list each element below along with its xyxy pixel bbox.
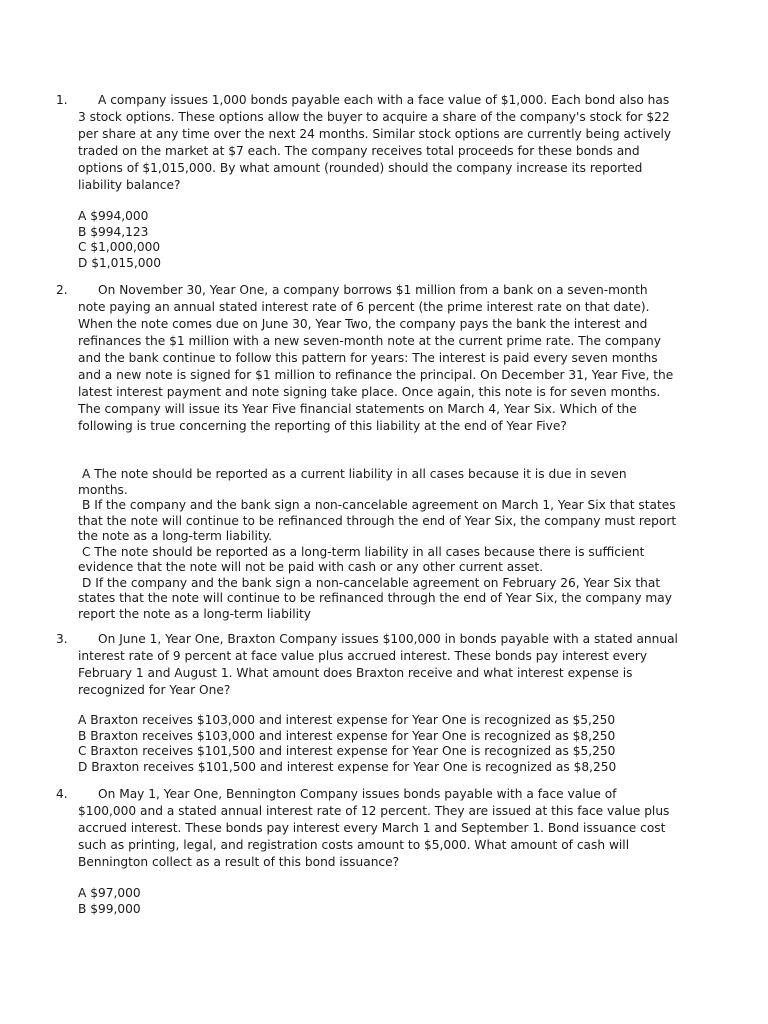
option-b: B $994,123 xyxy=(78,224,149,239)
answer-options-1 xyxy=(78,209,678,271)
answer-options-4 xyxy=(78,886,678,917)
question-number: 2. xyxy=(56,283,68,297)
option-a: A $994,000 xyxy=(78,209,149,223)
option-b: B $99,000 xyxy=(78,901,141,916)
option-a: A Braxton receives $103,000 and interest expense for Year One is recognized as $5,250 xyxy=(78,713,616,727)
option-a: A The note should be reported as a current liability in all cases because it is due in seven months. xyxy=(78,467,627,497)
question-number: 1. xyxy=(56,93,68,107)
option-b: B Braxton receives $103,000 and interest expense for Year One is recognized as $8,250 xyxy=(78,728,616,743)
question-1 xyxy=(56,92,696,194)
question-2 xyxy=(56,282,696,435)
option-a: A $97,000 xyxy=(78,886,141,900)
question-text: On November 30, Year One, a company borrows $1 million from a bank on a seven-month note paying an annual stated interest rate of 6 percent (the prime interest rate on that date). When the note comes due on June 30, Year Two, the company pays the bank the interest and refinances the $1 million with a new seven-month note at the current prime rate. The company and the bank continue to follow this pattern for years: The interest is paid every seven months and a new note is signed for $1 million to refinance the principal. On December 31, Year Five, the latest interest payment and note signing take place. Once again, this note is for seven months. The company will issue its Year Five financial statements on March 4, Year Six. Which of the following is true concerning the reporting of this liability at the end of Year Five? xyxy=(78,283,674,433)
question-text: On June 1, Year One, Braxton Company issues $100,000 in bonds payable with a stated annual interest rate of 9 percent at face value plus accrued interest. These bonds pay interest every February 1 and August 1. What amount does Braxton receive and what interest expense is recognized for Year One? xyxy=(78,632,678,697)
answer-options-2 xyxy=(78,467,678,622)
option-c: C $1,000,000 xyxy=(78,240,161,254)
option-d: D $1,015,000 xyxy=(78,255,162,270)
option-d: D Braxton receives $101,500 and interest expense for Year One is recognized as $8,250 xyxy=(78,759,617,774)
question-number: 3. xyxy=(56,632,68,646)
option-c: C Braxton receives $101,500 and interest expense for Year One is recognized as $5,250 xyxy=(78,744,616,758)
option-b: B If the company and the bank sign a non-cancelable agreement on March 1, Year Six that states that the note will continue to be refinanced through the end of Year Six, the company must report the note as a long-term liability. xyxy=(78,498,677,543)
answer-options-3 xyxy=(78,713,678,775)
question-text: A company issues 1,000 bonds payable each with a face value of $1,000. Each bond also has 3 stock options. These options allow the buyer to acquire a share of the company's stock for $22 per share at any time over the next 24 months. Similar stock options are currently being actively traded on the market at $7 each. The company receives total proceeds for these bonds and options of $1,015,000. By what amount (rounded) should the company increase its reported liability balance? xyxy=(78,93,672,192)
question-4 xyxy=(56,786,696,871)
question-number: 4. xyxy=(56,787,68,801)
option-c: C The note should be reported as a long-term liability in all cases because there is sufficient evidence that the note will not be paid with cash or any other current asset. xyxy=(78,544,645,574)
option-d: D If the company and the bank sign a non-cancelable agreement on February 26, Year Six that states that the note will continue to be refinanced through the end of Year Six, the company may report the note as a long-term liability xyxy=(78,575,672,621)
question-text: On May 1, Year One, Bennington Company issues bonds payable with a face value of $100,000 and a stated annual interest rate of 12 percent. They are issued at this face value plus accrued interest. These bonds pay interest every March 1 and September 1. Bond issuance cost such as printing, legal, and registration costs amount to $5,000. What amount of cash will Bennington collect as a result of this bond issuance? xyxy=(78,787,670,869)
question-3 xyxy=(56,631,696,699)
